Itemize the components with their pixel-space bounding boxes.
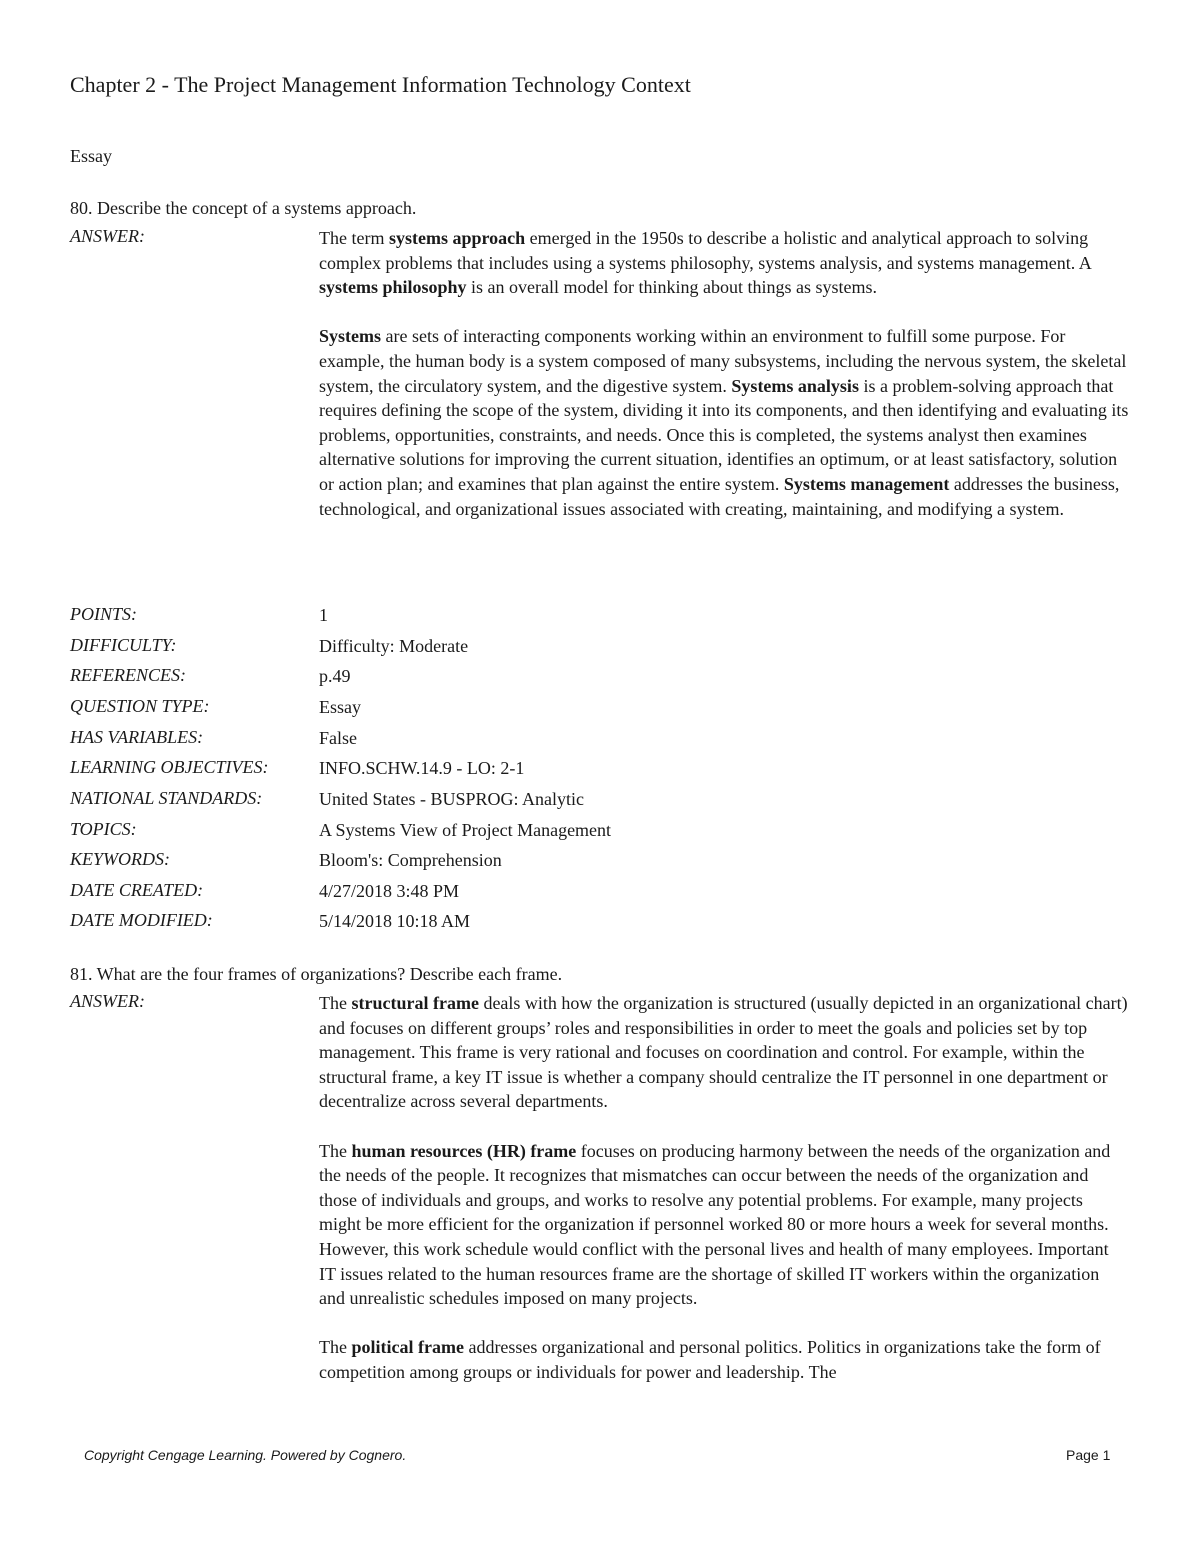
meta-value: INFO.SCHW.14.9 - LO: 2-1 [319,758,525,778]
meta-label: QUESTION TYPE: [70,696,210,716]
meta-label: HAS VARIABLES: [70,727,204,747]
page-title: Chapter 2 - The Project Management Information Technology Context [70,72,691,97]
section-heading: Essay [70,146,112,166]
meta-label: DIFFICULTY: [70,635,177,655]
term-human-resources-frame: human resources (HR) frame [351,1140,577,1161]
answer-label: ANSWER: [70,226,145,246]
term-political-frame: political frame [351,1337,464,1358]
answer-text [319,991,1129,1385]
meta-value: A Systems View of Project Management [319,820,612,840]
term-systems-analysis: Systems analysis [731,375,859,396]
meta-value: Bloom's: Comprehension [319,850,502,870]
term-systems: Systems [319,326,381,347]
answer-label: ANSWER: [70,991,145,1011]
meta-value: False [319,728,357,748]
meta-label: LEARNING OBJECTIVES: [70,757,269,777]
meta-value: United States - BUSPROG: Analytic [319,789,584,809]
meta-label: POINTS: [70,604,137,624]
term-systems-approach: systems approach [388,228,526,248]
meta-value: p.49 [319,666,351,686]
answer-paragraph: The structural frame deals with how the organization is structured (usually depicted in an organizational chart) and focuses on different groups’ roles and responsibilities in order to meet the goals and policies set by top management. This frame is very rational and focuses on coordination and control. For example, within the structural frame, a key IT issue is whether a company should centralize the IT personnel in one department or decentralize across several departments. [319,993,1128,1112]
meta-value: Difficulty: Moderate [319,636,469,656]
answer-paragraph: Systems are sets of interacting components working within an environment to fulfill some purpose. For example, the human body is a system composed of many subsystems, including the nervous system, the skeletal system, the circulatory system, and the digestive system. Systems analysis is a problem-solving approach that requires defining the scope of the system, dividing it into its components, and then identifying and evaluating its problems, opportunities, constraints, and needs. Once this is completed, the systems analyst then examines alternative solutions for improving the current situation, identifies an optimum, or at least satisfactory, solution or action plan; and examines that plan against the entire system. Systems management addresses the business, technological, and organizational issues associated with creating, maintaining, and modifying a system. [319,326,1129,519]
footer-page-number: Page 1 [1066,1447,1111,1463]
question-80-text: 80. Describe the concept of a systems approach. [70,198,417,218]
meta-label: DATE CREATED: [70,880,204,900]
meta-label: KEYWORDS: [70,849,170,869]
term-systems-philosophy: systems philosophy [319,277,467,298]
meta-value: 4/27/2018 3:48 PM [319,881,460,901]
meta-label: DATE MODIFIED: [70,910,213,930]
answer-paragraph: The term systems approach emerged in the 1950s to describe a holistic and analytical approach to solving complex problems that includes using a systems philosophy, systems analysis, and systems management. A systems philosophy is an overall model for thinking about things as systems. [319,228,1091,298]
meta-value: 5/14/2018 10:18 AM [319,911,471,931]
meta-value: 1 [319,605,328,625]
term-structural-frame: structural frame [351,993,479,1013]
term-systems-management: Systems management [783,473,950,494]
answer-text [319,226,1129,521]
question-81-text: 81. What are the four frames of organizations? Describe each frame. [70,964,563,984]
meta-value: Essay [319,697,361,717]
meta-label: NATIONAL STANDARDS: [70,788,263,808]
footer-copyright: Copyright Cengage Learning. Powered by Cognero. [84,1447,407,1463]
answer-paragraph: The political frame addresses organizational and personal politics. Politics in organizations take the form of competition among groups or individuals for power and leadership. The [319,1337,1101,1382]
answer-paragraph: The human resources (HR) frame focuses on producing harmony between the needs of the organization and the needs of the people. It recognizes that mismatches can occur between the needs of the organization and those of individuals and groups, and works to resolve any potential problems. For example, many projects might be more efficient for the organization if personnel worked 80 or more hours a week for several months. However, this work schedule would conflict with the personal lives and health of many employees. Important IT issues related to the human resources frame are the shortage of skilled IT workers within the organization and unrealistic schedules imposed on many projects. [319,1140,1111,1309]
meta-label: REFERENCES: [70,665,186,685]
meta-label: TOPICS: [70,819,137,839]
